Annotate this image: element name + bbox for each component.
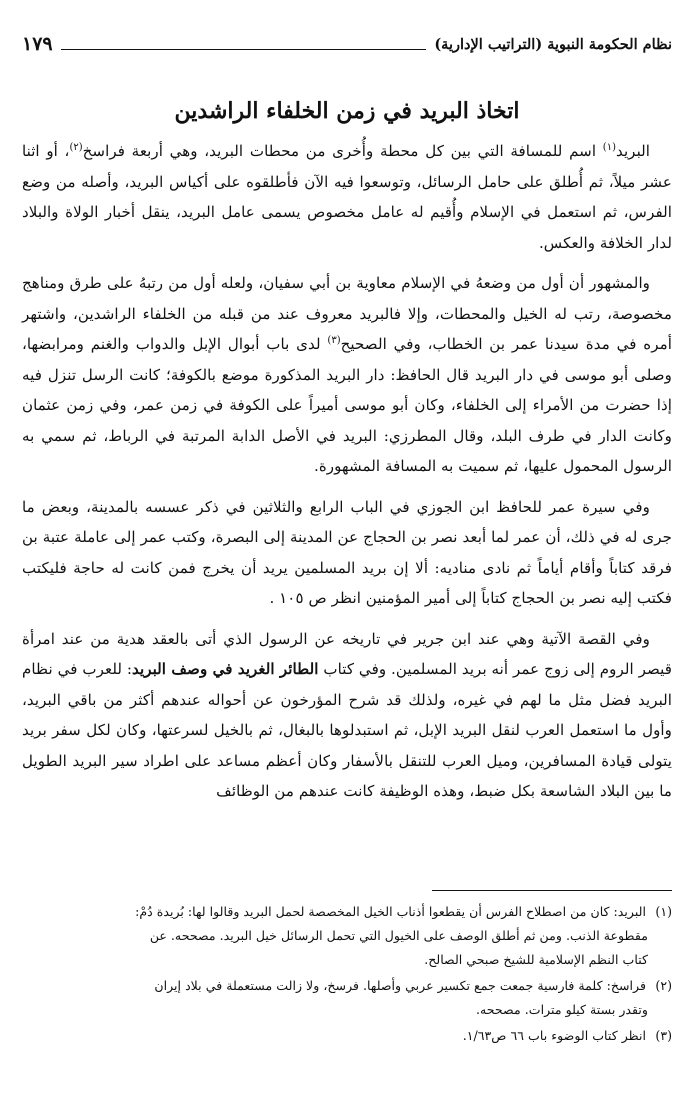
footnote-number: (٣): [655, 1028, 672, 1043]
paragraph-3: وفي سيرة عمر للحافظ ابن الجوزي في الباب الرابع والثلاثين في ذكر عسسه بالمدينة، وبعض ما جرى له في ذلك، أن عمر لما أبعد نصر بن الحجاج عن المدينة إلى البصرة، وكتب عمر إلى عاملة عتبة بن فرقد كتاباً وأقام أياماً ثم نادى مناديه: ألا إن بريد المسلمين يريد أن يخرج فمن كانت له حاجة فليكتب فكتب إليه نصر بن الحجاج كتاباً إلى أمير المؤمنين انظر ص ١٠٥ .: [22, 497, 672, 607]
footnote-ref-1[interactable]: (١): [602, 141, 616, 153]
footnote-divider: [432, 890, 672, 891]
header-rule: [61, 49, 427, 50]
footnote-ref-3[interactable]: (٣): [327, 334, 341, 346]
running-header: [22, 28, 672, 60]
book-title-bold: الطائر الغريد في وصف البريد: [132, 660, 319, 678]
footnote-2: (٢) فراسخ: كلمة فارسية جمعت جمع تكسير عربي وأصلها. فرسخ، ولا زالت مستعملة في بلاد إيران وتقدر بستة كيلو مترات. مصححه.: [22, 974, 672, 1022]
footnote-ref-2[interactable]: (٢): [69, 141, 83, 153]
footnote-number: (١): [655, 904, 672, 919]
body-text: [22, 136, 672, 807]
footnote-3: (٣) انظر كتاب الوضوء باب ٦٦ ص١/٦٣.: [22, 1024, 672, 1048]
paragraph-4: وفي القصة الآتية وهي عند ابن جرير في تاريخه عن الرسول الذي أتى بالعقد هدية من عند امرأة قيصر الروم إلى زوج عمر أنه بريد المسلمين. وفي كتاب الطائر الغريد في وصف البريد: للعرب في نظام البريد فضل مثل ما لهم في غيره، ولذلك قد شرح المؤرخون عن أحواله عندهم أكثر من باقي البريد، وأول ما استعمل العرب لنقل البريد الإبل، ثم استبدلوها بالبغال، ثم بالخيل لسرعتها، وكان لكل سفر بريد يتولى قيادة المسافرين، وميل العرب للتنقل بالأسفار وكان أعظم مساعد على اطراد سير البريد الطويل ما بين البلاد الشاسعة بكل ضبط، وهذه الوظيفة كانت عندهم من الوظائف: [22, 629, 672, 800]
chapter-title: اتخاذ البريد في زمن الخلفاء الراشدين: [174, 98, 520, 124]
footnote-number: (٢): [655, 978, 672, 993]
footnotes: [22, 900, 672, 1050]
footnote-1: (١) البريد: كان من اصطلاح الفرس أن يقطعوا أذناب الخيل المخصصة لحمل البريد وقالوا لها: بُريدة دُمْ: مقطوعة الذنب. ومن ثم أطلق الوصف على الخيول التي تحمل الرسائل خيل البريد. مصححه. عن كتاب النظم الإسلامية للشيخ صبحي الصالح.: [22, 900, 672, 972]
paragraph-1: البريد$^{(١)}$ اسم للمسافة التي بين كل محطة وأُخرى من محطات البريد، وهي أربعة فراسخ$^{(٢)}$، أو اثنا عشر ميلاً، ثم أُطلق على حامل الرسائل، وتوسعوا فيه الآن فأطلقوه على أكياس البريد، وأصله من وضع الفرس، ثم استعمل في الإسلام وأُقيم له عامل مخصوص يسمى عامل البريد، ينقل أخبار الولاة والبلاد لدار الخلافة والعكس.: [22, 141, 672, 252]
paragraph-2: والمشهور أن أول من وضعهُ في الإسلام معاوية بن أبي سفيان، ولعله أول من رتبهُ على طرق ومناهج مخصوصة، رتب له الخيل والمحطات، وإلا فالبريد معروف عند من قبله من الخلفاء الراشدين، واشتهر أمره في مدة سيدنا عمر بن الخطاب، وفي الصحيح$^{(٣)}$ لدى باب أبوال الإبل والدواب والغنم ومرابضها، وصلى أبو موسى في دار البريد قال الحافظ: دار البريد المذكورة موضع بالكوفة؛ كانت الرسل تنزل فيه إذا حضرت من الأمراء إلى الخلفاء، وكان أبو موسى أميراً على الكوفة في زمن عمر، وفي زمن عثمان وكانت الدار في طرف البلد، وقال المطرزي: البريد في الأصل الدابة المرتبة في الرباط، ثم سمي به الرسول المحمول عليها، ثم سميت به المسافة المشهورة.: [22, 274, 672, 475]
running-title: نظام الحكومة النبوية (التراتيب الإدارية): [434, 35, 672, 53]
page-number: ١٧٩: [22, 33, 53, 55]
